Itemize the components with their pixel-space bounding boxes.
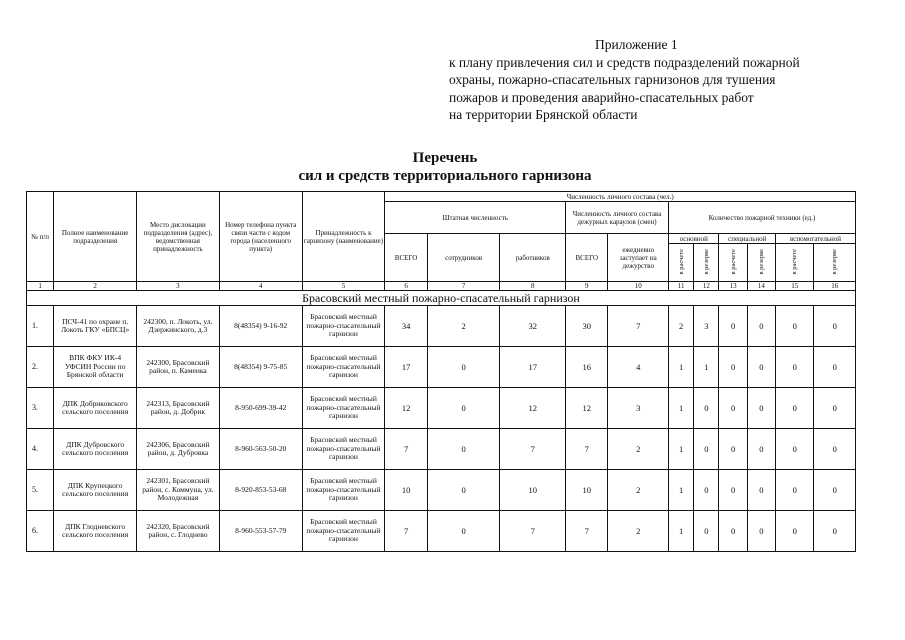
appendix-line: пожаров и проведения аварийно-спасательных работ	[449, 89, 754, 105]
count-cell: 0	[427, 347, 500, 388]
header-auxiliary: вспомогательной	[776, 234, 856, 244]
column-number: 2	[54, 282, 137, 291]
forces-table	[26, 191, 856, 552]
count-cell: 0	[694, 470, 719, 511]
heading-line-2: сил и средств территориального гарнизона	[298, 168, 592, 184]
count-cell: 1	[669, 429, 694, 470]
count-cell: 0	[776, 511, 814, 552]
table-row	[27, 429, 856, 470]
header-phone: Номер телефона пункта связи части с кодом города (населенного пункта)	[219, 192, 302, 282]
unit-location: 242313, Брасовский район, д. Добрик	[137, 388, 220, 429]
count-cell: 7	[566, 429, 608, 470]
count-cell: 0	[719, 470, 747, 511]
garrison-title-row	[27, 291, 856, 306]
table-row	[27, 347, 856, 388]
header-daily: ежедневно заступает на дежурство	[608, 234, 669, 282]
appendix-line: к плану привлечения сил и средств подразделений пожарной	[449, 54, 800, 70]
count-cell: 0	[427, 388, 500, 429]
count-cell: 0	[719, 429, 747, 470]
count-cell: 1	[694, 347, 719, 388]
count-cell: 10	[566, 470, 608, 511]
row-index: 3.	[27, 388, 54, 429]
header-in-service: в расчете	[776, 244, 814, 282]
count-cell: 0	[427, 470, 500, 511]
column-number: 13	[719, 282, 747, 291]
header-in-service: в расчете	[669, 244, 694, 282]
appendix-title: Приложение 1	[595, 37, 678, 52]
row-index: 5.	[27, 470, 54, 511]
column-number: 8	[500, 282, 566, 291]
count-cell: 32	[500, 306, 566, 347]
appendix-line: на территории Брянской области	[449, 107, 638, 122]
count-cell: 12	[385, 388, 427, 429]
heading-line-1: Перечень	[412, 150, 478, 166]
count-cell: 17	[500, 347, 566, 388]
header-personnel: Численность личного состава (чел.)	[385, 192, 856, 202]
unit-name: ДПК Крупецкого сельского поселения	[54, 470, 137, 511]
count-cell: 7	[500, 511, 566, 552]
count-cell: 0	[776, 470, 814, 511]
unit-phone: 8-920-853-53-68	[219, 470, 302, 511]
row-index: 2.	[27, 347, 54, 388]
column-number: 6	[385, 282, 427, 291]
count-cell: 1	[669, 511, 694, 552]
column-number: 9	[566, 282, 608, 291]
unit-name: ДПК Дубровского сельского поселения	[54, 429, 137, 470]
column-number: 14	[747, 282, 775, 291]
count-cell: 0	[719, 511, 747, 552]
header-workers: работников	[500, 234, 566, 282]
count-cell: 16	[566, 347, 608, 388]
count-cell: 1	[669, 470, 694, 511]
count-cell: 0	[814, 511, 856, 552]
count-cell: 0	[814, 429, 856, 470]
column-number: 3	[137, 282, 220, 291]
count-cell: 0	[747, 347, 775, 388]
header-duty: Численность личного состава дежурных караулов (смен)	[566, 202, 669, 234]
count-cell: 17	[385, 347, 427, 388]
column-number: 10	[608, 282, 669, 291]
column-number: 5	[302, 282, 385, 291]
count-cell: 0	[694, 429, 719, 470]
header-duty-total: ВСЕГО	[566, 234, 608, 282]
document-heading	[0, 149, 890, 185]
unit-phone: 8(48354) 9-75-85	[219, 347, 302, 388]
count-cell: 0	[776, 347, 814, 388]
unit-garrison: Брасовский местный пожарно-спасательный гарнизон	[302, 388, 385, 429]
header-special: специальной	[719, 234, 776, 244]
row-index: 6.	[27, 511, 54, 552]
count-cell: 0	[814, 388, 856, 429]
table-body	[27, 282, 856, 552]
count-cell: 30	[566, 306, 608, 347]
count-cell: 0	[694, 388, 719, 429]
count-cell: 0	[747, 429, 775, 470]
unit-location: 242320, Брасовский район, с. Глоднево	[137, 511, 220, 552]
count-cell: 7	[385, 511, 427, 552]
count-cell: 7	[385, 429, 427, 470]
unit-garrison: Брасовский местный пожарно-спасательный гарнизон	[302, 306, 385, 347]
count-cell: 0	[814, 306, 856, 347]
unit-location: 242300, п. Локоть, ул. Дзержинского, д.3	[137, 306, 220, 347]
count-cell: 0	[814, 470, 856, 511]
count-cell: 12	[566, 388, 608, 429]
count-cell: 2	[608, 511, 669, 552]
count-cell: 0	[747, 306, 775, 347]
column-number: 15	[776, 282, 814, 291]
count-cell: 12	[500, 388, 566, 429]
count-cell: 0	[427, 511, 500, 552]
count-cell: 4	[608, 347, 669, 388]
appendix-block	[449, 36, 889, 124]
count-cell: 2	[608, 429, 669, 470]
unit-phone: 8-960-553-57-79	[219, 511, 302, 552]
count-cell: 0	[719, 388, 747, 429]
count-cell: 10	[385, 470, 427, 511]
header-in-reserve: в резерве	[814, 244, 856, 282]
table-row	[27, 511, 856, 552]
count-cell: 0	[776, 306, 814, 347]
column-number: 4	[219, 282, 302, 291]
header-in-reserve: в резерве	[747, 244, 775, 282]
count-cell: 0	[814, 347, 856, 388]
count-cell: 34	[385, 306, 427, 347]
count-cell: 0	[776, 429, 814, 470]
count-cell: 0	[747, 388, 775, 429]
column-number: 1	[27, 282, 54, 291]
header-name: Полное наименование подразделения	[54, 192, 137, 282]
row-index: 4.	[27, 429, 54, 470]
count-cell: 2	[608, 470, 669, 511]
unit-location: 242301, Брасовский район, с. Коммуна, ул. Молодежная	[137, 470, 220, 511]
count-cell: 0	[747, 511, 775, 552]
count-cell: 2	[427, 306, 500, 347]
count-cell: 1	[669, 388, 694, 429]
unit-name: ПСЧ-41 по охране п. Локоть ГКУ «БПСЦ»	[54, 306, 137, 347]
unit-phone: 8-950-699-39-42	[219, 388, 302, 429]
column-number: 12	[694, 282, 719, 291]
column-number: 11	[669, 282, 694, 291]
garrison-title: Брасовский местный пожарно-спасательный гарнизон	[27, 291, 856, 306]
header-in-service: в расчете	[719, 244, 747, 282]
count-cell: 0	[776, 388, 814, 429]
count-cell: 7	[608, 306, 669, 347]
header-basic: основной	[669, 234, 719, 244]
header-total: ВСЕГО	[385, 234, 427, 282]
appendix-line: охраны, пожарно-спасательных гарнизонов для тушения	[449, 72, 776, 87]
unit-garrison: Брасовский местный пожарно-спасательный гарнизон	[302, 347, 385, 388]
unit-phone: 8-960-563-50-20	[219, 429, 302, 470]
header-location: Место дислокации подразделения (адрес), ведомственная принадлежность	[137, 192, 220, 282]
table-row	[27, 388, 856, 429]
unit-name: ДПК Добриковского сельского поселения	[54, 388, 137, 429]
column-number-row	[27, 282, 856, 291]
unit-garrison: Брасовский местный пожарно-спасательный гарнизон	[302, 429, 385, 470]
table-row	[27, 306, 856, 347]
unit-location: 242300, Брасовский район, п. Каменка	[137, 347, 220, 388]
header-employees: сотрудников	[427, 234, 500, 282]
row-index: 1.	[27, 306, 54, 347]
unit-phone: 8(48354) 9-16-92	[219, 306, 302, 347]
table-row	[27, 470, 856, 511]
header-num: № п/п	[27, 192, 54, 282]
count-cell: 0	[719, 306, 747, 347]
column-number: 16	[814, 282, 856, 291]
unit-location: 242306, Брасовский район, д. Дубровка	[137, 429, 220, 470]
count-cell: 0	[747, 470, 775, 511]
count-cell: 3	[694, 306, 719, 347]
header-staff: Штатная численность	[385, 202, 566, 234]
header-garrison: Принадлежность к гарнизону (наименование)	[302, 192, 385, 282]
unit-garrison: Брасовский местный пожарно-спасательный гарнизон	[302, 511, 385, 552]
count-cell: 2	[669, 306, 694, 347]
count-cell: 0	[427, 429, 500, 470]
count-cell: 7	[566, 511, 608, 552]
count-cell: 0	[694, 511, 719, 552]
count-cell: 7	[500, 429, 566, 470]
header-equipment: Количество пожарной техники (ед.)	[669, 202, 856, 234]
count-cell: 3	[608, 388, 669, 429]
column-number: 7	[427, 282, 500, 291]
unit-garrison: Брасовский местный пожарно-спасательный гарнизон	[302, 470, 385, 511]
count-cell: 10	[500, 470, 566, 511]
unit-name: ВПК ФКУ ИК-4 УФСИН России по Брянской области	[54, 347, 137, 388]
unit-name: ДПК Глодневского сельского поселения	[54, 511, 137, 552]
count-cell: 0	[719, 347, 747, 388]
count-cell: 1	[669, 347, 694, 388]
header-in-reserve: в резерве	[694, 244, 719, 282]
